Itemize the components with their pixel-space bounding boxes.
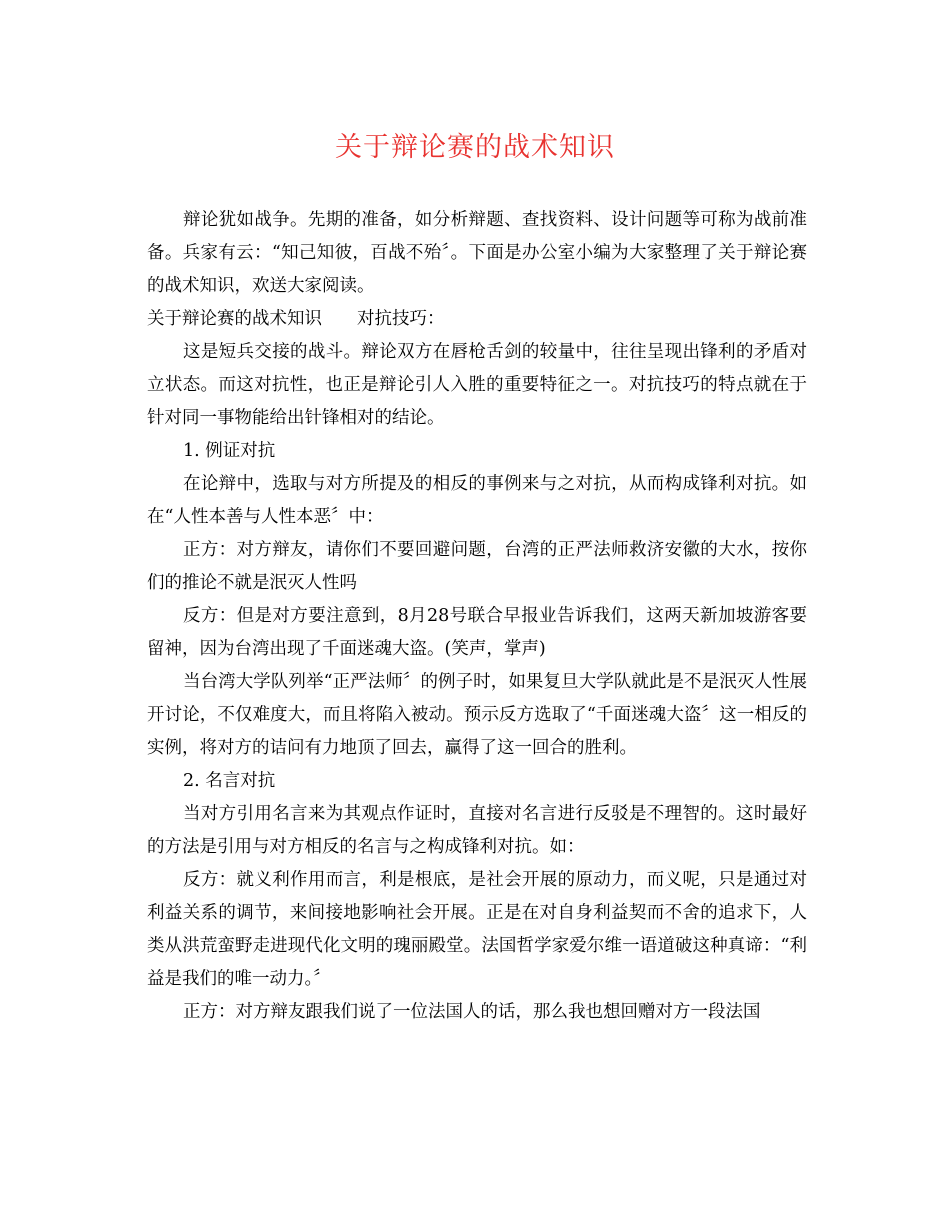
section-heading: 关于辩论赛的战术知识 对抗技巧： (147, 309, 445, 329)
paragraph-intro: 辩论犹如战争。先期的准备，如分析辩题、查找资料、设计问题等可称为战前准备。兵家有云：“知己知彼，百战不殆〞。下面是办公室小编为大家整理了关于辩论赛的战术知识，欢送大家阅读。 (147, 210, 807, 296)
subheading-quote-confrontation: 2. 名言对抗 (183, 771, 276, 791)
paragraph-affirmative-2: 正方：对方辩友跟我们说了一位法国人的话，那么我也想回赠对方一段法国 (183, 1002, 761, 1022)
paragraph-quote-intro: 当对方引用名言来为其观点作证时，直接对名言进行反驳是不理智的。这时最好的方法是引用与对方相反的名言与之构成锋利对抗。如： (147, 804, 807, 857)
document-body (147, 204, 807, 1029)
subheading-example-confrontation: 1. 例证对抗 (183, 441, 276, 461)
paragraph-confrontation: 这是短兵交接的战斗。辩论双方在唇枪舌剑的较量中，往往呈现出锋利的矛盾对立状态。而这对抗性，也正是辩论引人入胜的重要特征之一。对抗技巧的特点就在于针对同一事物能给出针锋相对的结论。 (147, 342, 807, 428)
paragraph-negative-1: 反方：但是对方要注意到，8月28号联合早报业告诉我们，这两天新加坡游客要留神，因为台湾出现了千面迷魂大盗。(笑声，掌声) (147, 606, 807, 659)
paragraph-negative-2: 反方：就义利作用而言，利是根底，是社会开展的原动力，而义呢，只是通过对利益关系的调节，来间接地影响社会开展。正是在对自身利益契而不舍的追求下，人类从洪荒蛮野走进现代化文明的瑰丽殿堂。法国哲学家爱尔维一语道破这种真谛：“利益是我们的唯一动力。〞 (147, 870, 807, 989)
paragraph-analysis: 当台湾大学队列举“正严法师〞的例子时，如果复旦大学队就此是不是泯灭人性展开讨论，不仅难度大，而且将陷入被动。预示反方选取了“千面迷魂大盗〞这一相反的实例，将对方的诘问有力地顶了回去，赢得了这一回合的胜利。 (147, 672, 807, 758)
paragraph-affirmative-1: 正方：对方辩友，请你们不要回避问题，台湾的正严法师救济安徽的大水，按你们的推论不就是泯灭人性吗 (147, 540, 807, 593)
paragraph-example-intro: 在论辩中，选取与对方所提及的相反的事例来与之对抗，从而构成锋利对抗。如在“人性本善与人性本恶〞中： (147, 474, 807, 527)
document-title: 关于辩论赛的战术知识 (335, 132, 615, 163)
